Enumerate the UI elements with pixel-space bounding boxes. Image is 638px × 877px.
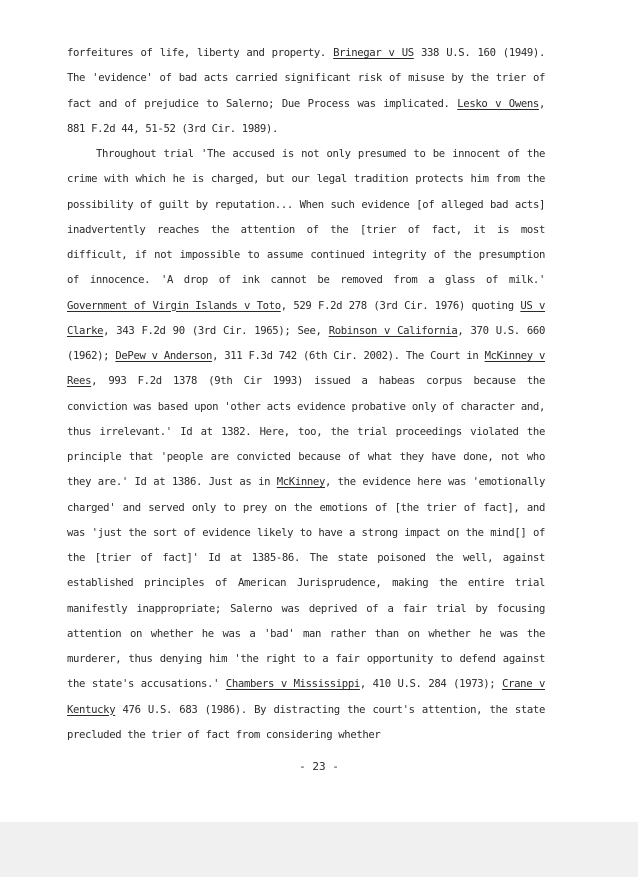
page-number: - 23 -: [299, 760, 339, 773]
text-run: , 993 F.2d 1378 (9th Cir 1993) issued a habeas corpus because the conviction was based upon 'other acts evidence probative only of character and, thus irrelevant.' Id at 1382. Here, too, the trial proceedings violated the principle that 'people are convicted because of what they have done, not who they are.' Id at 1386. Just as in: [67, 375, 545, 489]
paragraph-1: [67, 41, 545, 142]
text-run: 476 U.S. 683 (1986). By distracting the court's attention, the state precluded the trier of fact from considering whether: [67, 703, 545, 741]
paragraph-2: [67, 142, 545, 748]
case-citation: Chambers v Mississippi: [225, 678, 360, 691]
case-citation: DePew v Anderson: [115, 350, 213, 362]
case-citation: Brinegar v US: [333, 47, 414, 59]
text-run: 338 U.S. 160 (1949). The 'evidence' of bad acts carried significant risk of misuse by the trier of fact and of prejudice to Salerno; Due Process was implicated.: [67, 47, 545, 110]
body-text: [67, 41, 545, 748]
case-citation: Lesko v Owens: [457, 97, 539, 110]
case-citation: US v Clarke: [67, 299, 545, 337]
text-run: , the evidence here was 'emotionally charged' and served only to prey on the emotions of [the trier of fact], and was 'just the sort of evidence likely to have a strong impact on the mind[] of the [trier of fact]' Id at 1385-86. The state poisoned the well, against established principles of American Jurisprudence, making the entire trial manifestly inappropriate; Salerno was deprived of a fair trial by focusing attention on whether he was a 'bad' man rather than on whether he was the murderer, thus denying him 'the right to a fair opportunity to defend against the state's accusations.': [67, 476, 545, 691]
case-citation: McKinney: [276, 476, 325, 489]
case-citation: Government of Virgin Islands v Toto: [67, 299, 281, 312]
text-run: , 311 F.3d 742 (6th Cir. 2002). The Court in: [212, 350, 485, 362]
case-citation: McKinney v Rees: [67, 350, 545, 388]
text-run: forfeitures of life, liberty and property.: [67, 47, 334, 59]
case-citation: Crane v Kentucky: [67, 678, 545, 716]
scan-margin: [0, 822, 638, 877]
text-run: , 410 U.S. 284 (1973);: [359, 678, 503, 691]
text-run: , 881 F.2d 44, 51-52 (3rd Cir. 1989).: [67, 97, 545, 135]
text-run: Throughout trial 'The accused is not only presumed to be innocent of the crime with which he is charged, but our legal tradition protects him from the possibility of guilt by reputation... When such evidence [of alleged bad acts] inadvertently reaches the attention of the [trier of fact, it is most difficult, if not impossible to assume continued integrity of the presumption of innocence. 'A drop of ink cannot be removed from a glass of milk.': [67, 148, 545, 287]
text-run: , 370 U.S. 660 (1962);: [67, 324, 545, 362]
text-run: , 529 F.2d 278 (3rd Cir. 1976) quoting: [280, 299, 521, 312]
text-run: , 343 F.2d 90 (3rd Cir. 1965); See,: [103, 324, 329, 337]
case-citation: Robinson v California: [328, 324, 458, 337]
